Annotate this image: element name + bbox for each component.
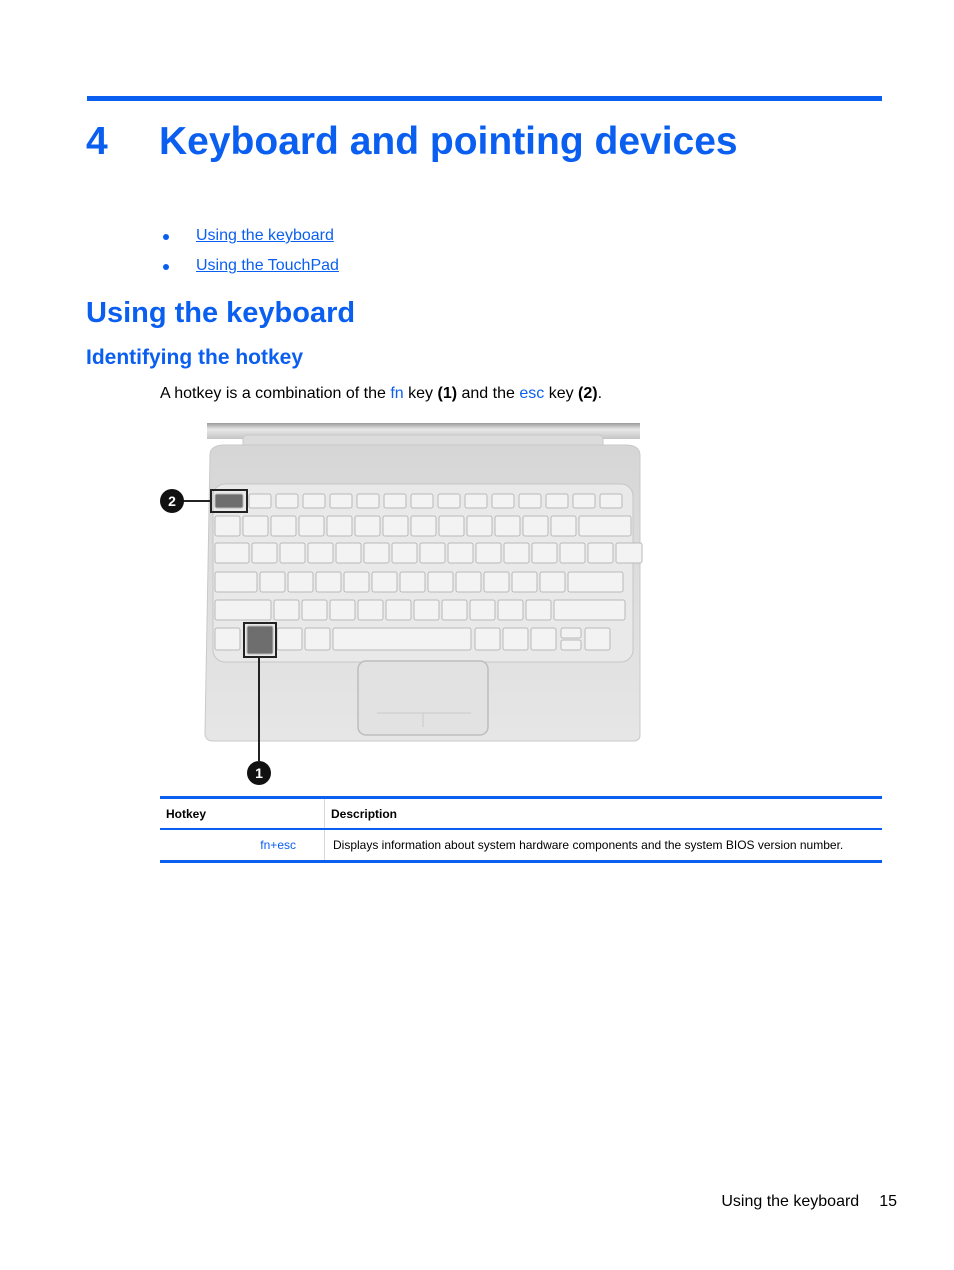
keyboard-key xyxy=(523,516,548,536)
keyboard-key xyxy=(276,494,298,508)
keyboard-key xyxy=(492,494,514,508)
keyboard-key xyxy=(392,543,417,563)
keyboard-key xyxy=(498,600,523,620)
keyboard-key xyxy=(588,543,613,563)
chapter-toc xyxy=(160,226,339,286)
keyboard-key xyxy=(330,494,352,508)
toc-item xyxy=(160,226,339,256)
keyboard-key xyxy=(442,600,467,620)
keyboard-key xyxy=(355,516,380,536)
bullet-icon xyxy=(163,234,169,240)
keyboard-key xyxy=(215,516,240,536)
keyboard-key xyxy=(316,572,341,592)
keyboard-key xyxy=(503,628,528,650)
keyboard-key xyxy=(215,494,243,508)
keyboard-key xyxy=(540,572,565,592)
keyboard-key xyxy=(546,494,568,508)
keyboard-key xyxy=(561,628,581,638)
keyboard-key xyxy=(252,543,277,563)
keyboard-key xyxy=(336,543,361,563)
toc-item xyxy=(160,256,339,286)
keyboard-key xyxy=(519,494,541,508)
keyboard-key xyxy=(288,572,313,592)
keyboard-key xyxy=(344,572,369,592)
keyboard-key xyxy=(465,494,487,508)
keyboard-key xyxy=(428,572,453,592)
intro-text: and the xyxy=(457,385,520,402)
fn-key-term: fn xyxy=(390,385,404,402)
keyboard-key xyxy=(215,572,257,592)
intro-text: key xyxy=(403,385,438,402)
table-header-row xyxy=(160,798,882,830)
keyboard-key xyxy=(568,572,623,592)
subsection-heading: Identifying the hotkey xyxy=(86,346,304,369)
keyboard-key xyxy=(330,600,355,620)
toc-link-keyboard[interactable]: Using the keyboard xyxy=(196,227,334,244)
keyboard-key xyxy=(531,628,556,650)
callout-ref-2: (2) xyxy=(578,385,598,402)
intro-text: key xyxy=(544,385,579,402)
keyboard-key xyxy=(247,626,273,654)
keyboard-key xyxy=(303,494,325,508)
keyboard-key xyxy=(470,600,495,620)
keyboard-key xyxy=(249,494,271,508)
keyboard-key xyxy=(476,543,501,563)
keyboard-key xyxy=(512,572,537,592)
keyboard-key xyxy=(215,628,240,650)
keyboard-key xyxy=(420,543,445,563)
keyboard-key xyxy=(448,543,473,563)
keyboard-key xyxy=(504,543,529,563)
keyboard-key xyxy=(467,516,492,536)
hotkey-cell: fn+esc xyxy=(160,829,325,862)
callout-label-1: 1 xyxy=(255,765,263,781)
keyboard-key xyxy=(411,516,436,536)
keyboard-key xyxy=(579,516,631,536)
keyboard-key xyxy=(243,516,268,536)
keyboard-key xyxy=(308,543,333,563)
keyboard-key xyxy=(414,600,439,620)
callout-label-2: 2 xyxy=(168,493,176,509)
chapter-number: 4 xyxy=(86,120,108,163)
keyboard-key xyxy=(299,516,324,536)
table-row xyxy=(160,829,882,862)
keyboard-key xyxy=(358,600,383,620)
keyboard-key xyxy=(327,516,352,536)
keyboard-key xyxy=(357,494,379,508)
chapter-top-rule xyxy=(87,96,882,101)
keyboard-key xyxy=(274,600,299,620)
intro-paragraph xyxy=(160,385,602,403)
keyboard-illustration xyxy=(155,415,655,795)
keyboard-key xyxy=(305,628,330,650)
esc-key-term: esc xyxy=(519,385,545,402)
description-cell: Displays information about system hardware components and the system BIOS version number. xyxy=(333,838,844,852)
intro-text: . xyxy=(597,385,603,402)
keyboard-key xyxy=(616,543,642,563)
keyboard-key xyxy=(600,494,622,508)
keyboard-key xyxy=(386,600,411,620)
keyboard-key xyxy=(573,494,595,508)
keyboard-key xyxy=(384,494,406,508)
keyboard-key xyxy=(561,640,581,650)
page-number: 15 xyxy=(879,1193,897,1210)
keyboard-key xyxy=(526,600,551,620)
keyboard-key xyxy=(438,494,460,508)
keyboard-key xyxy=(372,572,397,592)
keyboard-key xyxy=(364,543,389,563)
keyboard-key xyxy=(215,543,249,563)
keyboard-key xyxy=(260,572,285,592)
footer-section-title: Using the keyboard xyxy=(721,1193,860,1210)
keyboard-key xyxy=(215,600,271,620)
bullet-icon xyxy=(163,264,169,270)
keyboard-key xyxy=(585,628,610,650)
keyboard-key xyxy=(475,628,500,650)
keyboard-key xyxy=(271,516,296,536)
keyboard-key xyxy=(484,572,509,592)
keyboard-key xyxy=(456,572,481,592)
keyboard-key xyxy=(495,516,520,536)
chapter-title: Keyboard and pointing devices xyxy=(159,120,738,163)
column-header-description: Description xyxy=(331,807,398,821)
intro-text: A hotkey is a combination of the xyxy=(160,385,391,402)
keyboard-key xyxy=(532,543,557,563)
hotkey-table xyxy=(160,796,882,863)
toc-link-touchpad[interactable]: Using the TouchPad xyxy=(196,257,339,274)
chapter-heading xyxy=(86,120,738,164)
keyboard-key xyxy=(551,516,576,536)
section-heading: Using the keyboard xyxy=(86,297,356,329)
keyboard-key xyxy=(439,516,464,536)
keyboard-key xyxy=(400,572,425,592)
page-footer xyxy=(721,1193,897,1211)
keyboard-key xyxy=(333,628,471,650)
keyboard-key xyxy=(302,600,327,620)
keyboard-key xyxy=(280,543,305,563)
keyboard-key xyxy=(560,543,585,563)
keyboard-key xyxy=(554,600,625,620)
column-header-hotkey: Hotkey xyxy=(160,798,325,830)
keyboard-key xyxy=(277,628,302,650)
keyboard-key xyxy=(383,516,408,536)
keyboard-key xyxy=(411,494,433,508)
callout-ref-1: (1) xyxy=(437,385,458,402)
